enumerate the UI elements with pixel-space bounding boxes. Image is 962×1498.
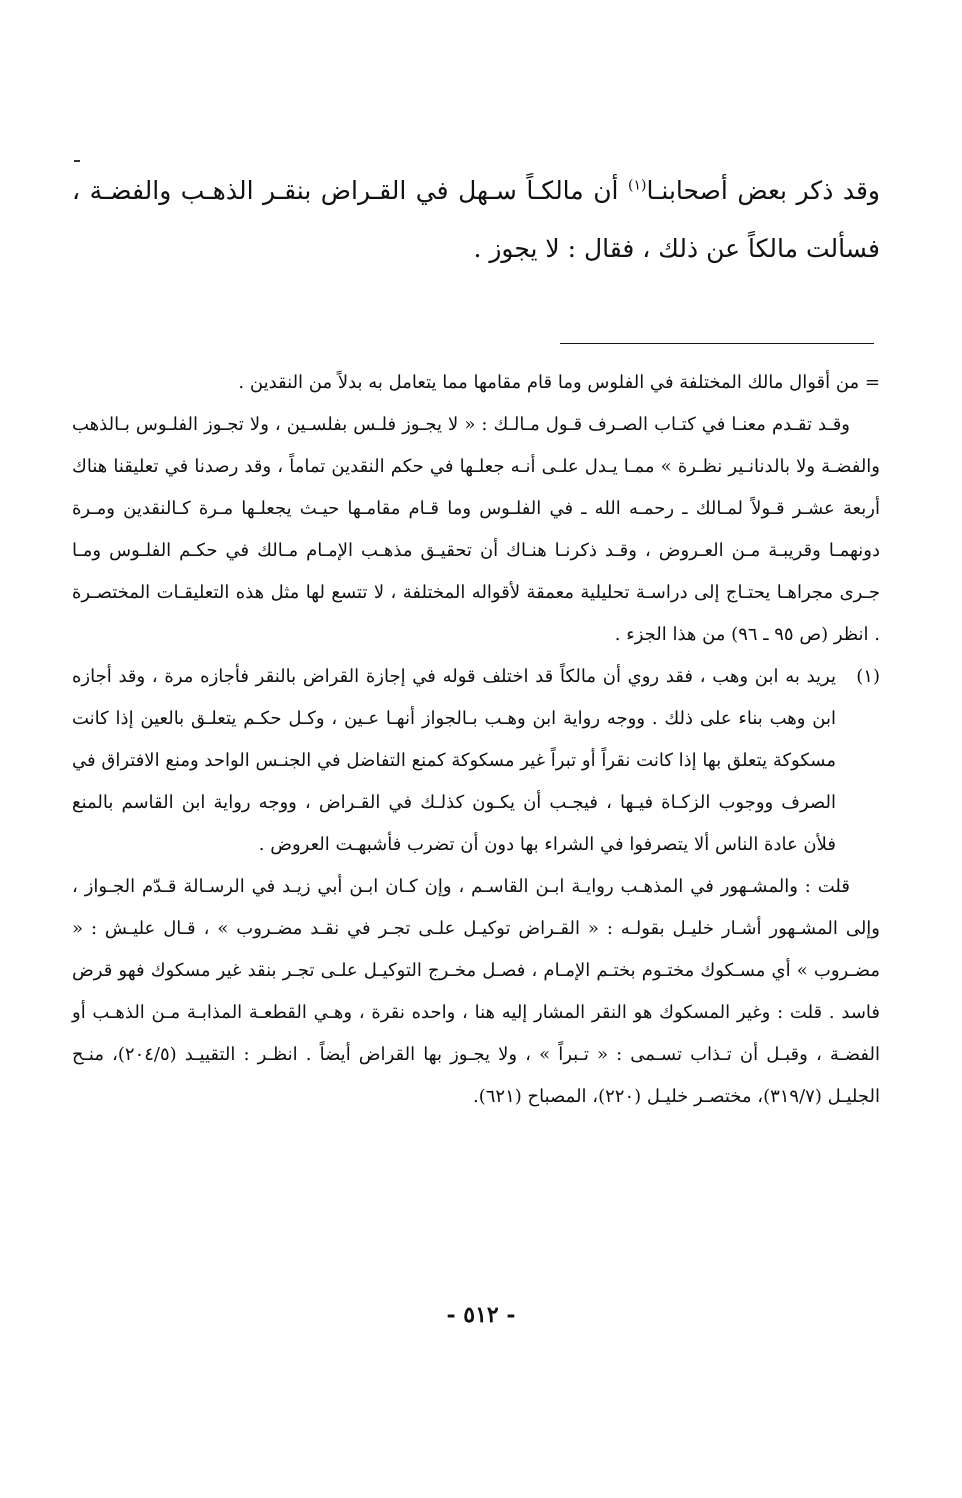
- main-text-segment: وقد ذكر بعض أصحابنـا: [646, 176, 880, 205]
- main-text-segment: أن مالكـاً سـهل في القـراض بنقـر الذهـب والفضـة ، فسألت مالكاً عن ذلك ، فقال : لا يجوز .: [72, 176, 880, 263]
- footnote-1-body: [72, 656, 836, 866]
- footnote-continuation-paragraph: وقـد تقـدم معنـا في كتـاب الصـرف قـول مـالـك : « لا يجـوز فلـس بفلسـين ، ولا تجـوز الفلـوس بـالذهب والفضـة ولا بالدنانـير نظـرة » ممـا يـدل علـى أنـه جعلـها في حكم النقدين تماماً ، وقد رصدنا في تعليقنا هناك أربعة عشـر قـولاً لمـالك ـ رحمـه الله ـ في الفلـوس وما قـام مقامـها حيـث يجعلـها مـرة كـالنقدين ومـرة دونهمـا وقريبـة مـن العـروض ، وقـد ذكرنـا هنـاك أن تحقيـق مذهـب الإمـام مـالك في حكـم الفلـوس ومـا جـرى مجراهـا يحتـاج إلى دراسـة تحليلية معمقة لأقواله المختلفة ، لا تتسع لها مثل هذه التعليقـات المختصـرة . انظر (ص ٩٥ ـ ٩٦) من هذا الجزء .: [72, 414, 880, 645]
- footnote-1-commentary: قلت : والمشـهور في المذهـب روايـة ابـن القاسـم ، وإن كـان ابـن أبي زيـد في الرسـالة قـدّم الجـواز ، وإلى المشـهور أشـار خليـل بقولـه : « القـراض توكيـل علـى تجـر في نقـد مضـروب » ، قـال عليـش : « مضـروب » أي مسـكوك مختـوم بختـم الإمـام ، فصـل مخـرج التوكيـل علـى تجـر بنقد غير مسكوك فهو قرض فاسد . قلت : وغير المسكوك هو النقر المشار إليه هنا ، واحده نقرة ، وهـي القطعـة المذابـة مـن الذهـب أو الفضـة ، وقبـل أن تـذاب تسـمى : « تـبراً » ، ولا يجـوز بها القراض أيضاً . انظـر : التقييـد (٢٠٤/٥)، منـح الجليـل (٣١٩/٧)، مختصـر خليـل (٢٢٠)، المصباح (٦٢١).: [72, 876, 880, 1107]
- footnotes-section: [72, 362, 880, 1118]
- footnote-continuation-line: = من أقوال مالك المختلفة في الفلوس وما قام مقامها مما يتعامل به بدلاً من النقدين .: [238, 372, 880, 393]
- page-number: - ٥١٢ -: [446, 1302, 516, 1328]
- footnote-number: (١): [856, 666, 880, 687]
- footnote-separator: [560, 343, 874, 344]
- footnote-1: [72, 656, 880, 866]
- footnote-1-paragraph: يريد به ابن وهب ، فقد روي أن مالكاً قد اختلف قوله في إجازة القراض بالنقر فأجازه مرة ، وقد أجازه ابن وهب بناء على ذلك . ووجه رواية ابن وهـب بـالجواز أنهـا عـين ، وكـل حكـم يتعلـق بالعين إذا كانت مسكوكة يتعلق بها إذا كانت نقراً أو تبراً غير مسكوكة كمنع التفاضل في الجنـس الواحد ومنع الافتراق في الصرف ووجوب الزكـاة فيـها ، فيجـب أن يكـون كذلـك في القـراض ، ووجه رواية ابن القاسم بالمنع فلأن عادة الناس ألا يتصرفوا في الشراء بها دون أن تضرب فأشبهـت العروض .: [72, 666, 836, 855]
- footnote-reference: (١): [628, 177, 647, 194]
- main-text: [72, 162, 880, 278]
